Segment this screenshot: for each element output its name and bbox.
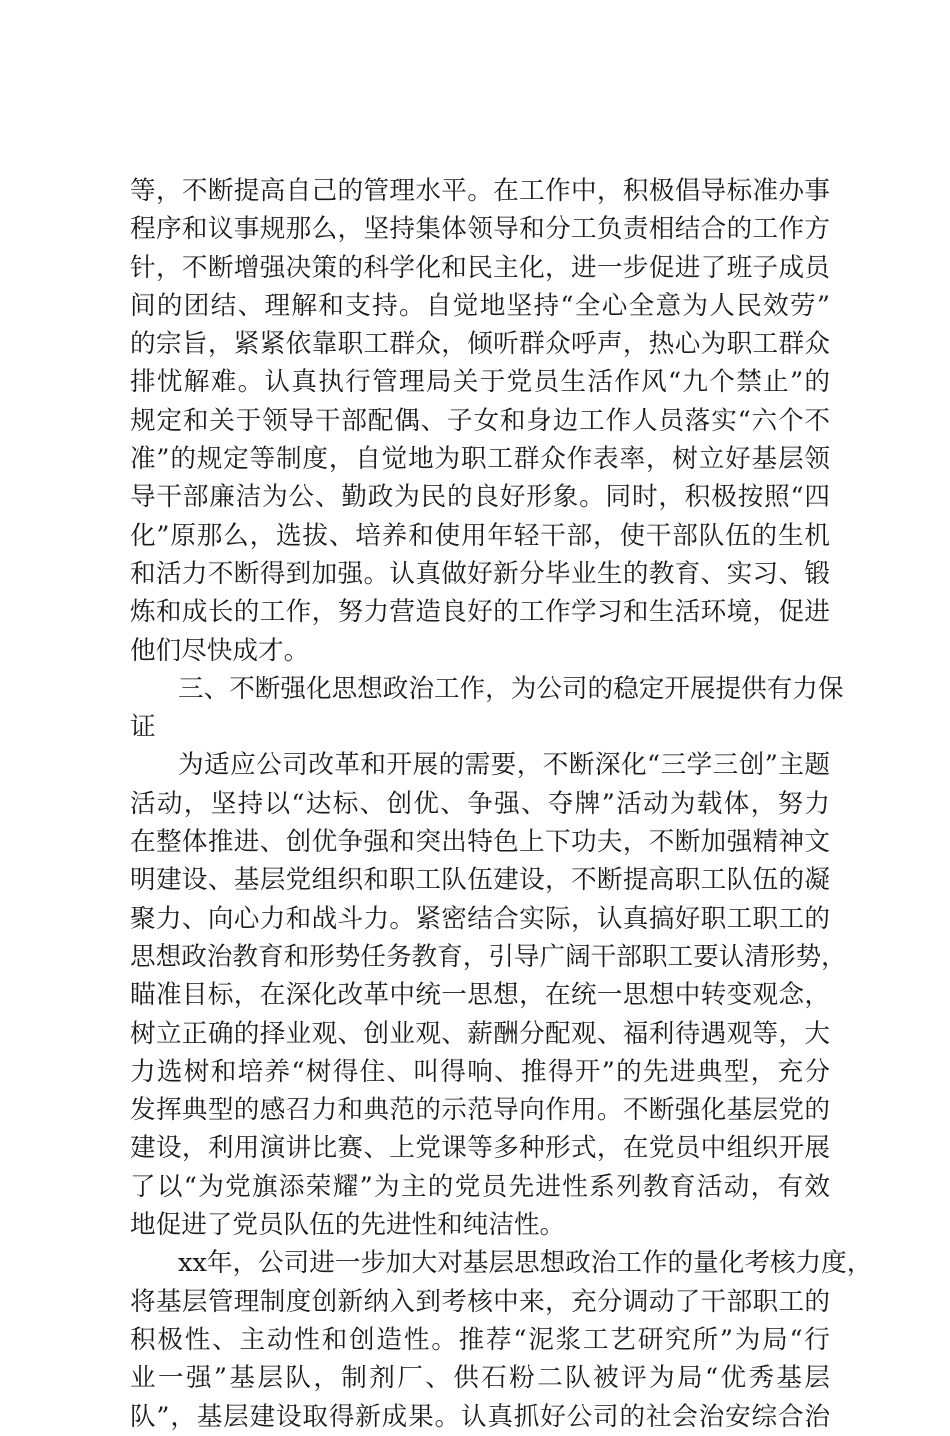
- body-line: 树立正确的择业观、创业观、薪酬分配观、福利待遇观等，大: [130, 1018, 830, 1049]
- body-line: 队”，基层建设取得新成果。认真抓好公司的社会治安综合治: [130, 1401, 830, 1432]
- section-heading: 证: [130, 712, 156, 743]
- body-line: 化”原那么，选拔、培养和使用年轻干部，使干部队伍的生机: [130, 520, 830, 551]
- body-line: 导干部廉洁为公、勤政为民的良好形象。同时，积极按照“四: [130, 482, 830, 513]
- body-line: 程序和议事规那么，坚持集体领导和分工负责相结合的工作方: [130, 214, 830, 245]
- body-line: 业一强”基层队，制剂厂、供石粉二队被评为局“优秀基层: [130, 1363, 830, 1394]
- body-line: 发挥典型的感召力和典范的示范导向作用。不断强化基层党的: [130, 1095, 830, 1126]
- body-line: 为适应公司改革和开展的需要，不断深化“三学三创”主题: [178, 750, 830, 781]
- body-line: 等，不断提高自己的管理水平。在工作中，积极倡导标准办事: [130, 176, 830, 206]
- body-line: 针，不断增强决策的科学化和民主化，进一步促进了班子成员: [130, 252, 830, 283]
- body-line: 了以“为党旗添荣耀”为主的党员先进性系列教育活动，有效: [130, 1171, 830, 1202]
- document-body: [130, 172, 873, 1436]
- body-line: 将基层管理制度创新纳入到考核中来，充分调动了干部职工的: [130, 1286, 830, 1317]
- body-line: 明建设、基层党组织和职工队伍建设，不断提高职工队伍的凝: [130, 865, 830, 896]
- body-line: 思想政治教育和形势任务教育，引导广阔干部职工要认清形势，: [130, 941, 847, 972]
- body-line: 聚力、向心力和战斗力。紧密结合实际，认真搞好职工职工的: [130, 903, 830, 934]
- body-line: 准”的规定等制度，自觉地为职工群众作表率，树立好基层领: [130, 444, 830, 475]
- body-line: 炼和成长的工作，努力营造良好的工作学习和生活环境，促进: [130, 597, 830, 628]
- body-line: xx年，公司进一步加大对基层思想政治工作的量化考核力度，: [178, 1248, 873, 1279]
- body-line: 积极性、主动性和创造性。推荐“泥浆工艺研究所”为局“行: [130, 1324, 830, 1355]
- body-line: 活动，坚持以“达标、创优、争强、夺牌”活动为载体，努力: [130, 788, 830, 819]
- body-line: 在整体推进、创优争强和突出特色上下功夫，不断加强精神文: [130, 827, 830, 858]
- body-line: 瞄准目标，在深化改革中统一思想，在统一思想中转变观念，: [130, 980, 830, 1011]
- body-line: 力选树和培养“树得住、叫得响、推得开”的先进典型，充分: [130, 1056, 830, 1087]
- body-line: 的宗旨，紧紧依靠职工群众，倾听群众呼声，热心为职工群众: [130, 329, 830, 360]
- body-line: 规定和关于领导干部配偶、子女和身边工作人员落实“六个不: [130, 405, 830, 436]
- body-line: 和活力不断得到加强。认真做好新分毕业生的教育、实习、锻: [130, 558, 830, 589]
- body-line: 排忧解难。认真执行管理局关于党员生活作风“九个禁止”的: [130, 367, 830, 398]
- body-line: 建设，利用演讲比赛、上党课等多种形式，在党员中组织开展: [130, 1133, 830, 1164]
- body-line: 间的团结、理解和支持。自觉地坚持“全心全意为人民效劳”: [130, 290, 830, 321]
- section-heading: 三、不断强化思想政治工作，为公司的稳定开展提供有力保: [178, 673, 844, 704]
- body-line: 他们尽快成才。: [130, 635, 310, 666]
- body-line: 地促进了党员队伍的先进性和纯洁性。: [130, 1210, 566, 1241]
